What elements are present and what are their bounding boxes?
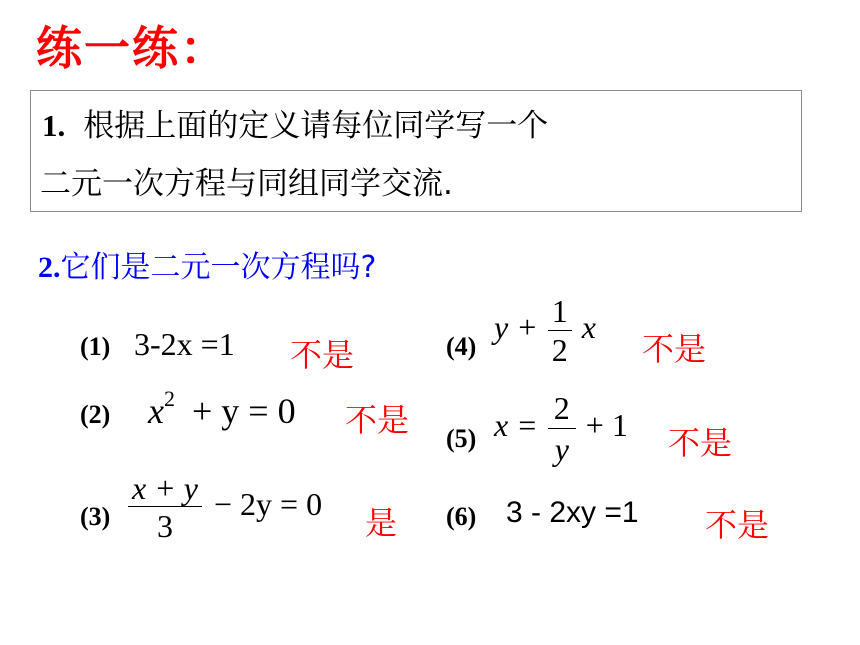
task-2-text: 它们是二元一次方程吗? <box>60 250 377 285</box>
item-3-answer: 是 <box>365 504 398 542</box>
item-6-label: (6) <box>446 502 477 531</box>
item-2-rest: + y = 0 <box>191 391 296 431</box>
item-3-label: (3) <box>80 502 111 531</box>
item-5-expression <box>494 388 628 469</box>
item-4-answer: 不是 <box>642 330 707 368</box>
item-3-numerator: x + y <box>132 470 198 506</box>
item-4-numerator: 1 <box>551 293 568 329</box>
item-2-answer: 不是 <box>345 401 410 439</box>
item-5-answer: 不是 <box>668 424 733 462</box>
task-1-number: 1. <box>42 108 66 143</box>
item-5-lead: x = <box>494 406 538 443</box>
item-5-denominator: y <box>554 431 569 467</box>
task-2-number: 2. <box>38 251 61 284</box>
item-2-expression <box>148 386 296 432</box>
task-1-line-1 <box>42 100 548 145</box>
item-6-expression: 3 - 2xy =1 <box>506 496 639 529</box>
item-1-expression: 3-2x =1 <box>134 326 235 362</box>
item-3-fraction <box>128 470 202 545</box>
item-5-label: (5) <box>446 424 477 453</box>
item-2-base: x <box>148 391 164 431</box>
item-6-answer: 不是 <box>705 506 770 544</box>
item-4-fraction <box>548 292 572 369</box>
item-4-tail: x <box>581 308 596 345</box>
item-5-numerator: 2 <box>553 390 570 426</box>
item-5-fraction <box>548 388 576 469</box>
item-1-answer: 不是 <box>290 336 355 374</box>
item-4-label: (4) <box>446 332 477 361</box>
item-2-label: (2) <box>80 400 111 429</box>
item-2-exponent: 2 <box>163 386 175 411</box>
page-title: 练一练： <box>36 21 228 75</box>
item-3-denominator: 3 <box>157 508 173 544</box>
item-4-expression <box>494 292 596 369</box>
item-3-rest: − 2y = 0 <box>214 485 323 522</box>
item-4-lead: y + <box>494 308 538 345</box>
item-4-denominator: 2 <box>551 332 568 368</box>
item-5-tail: + 1 <box>585 406 628 443</box>
item-1-label: (1) <box>80 332 111 361</box>
task-2-question <box>38 242 376 286</box>
task-1-text: 根据上面的定义请每位同学写一个 <box>83 108 549 144</box>
item-3-expression <box>128 470 322 545</box>
task-1-line-2: 二元一次方程与同组同学交流. <box>40 166 453 202</box>
